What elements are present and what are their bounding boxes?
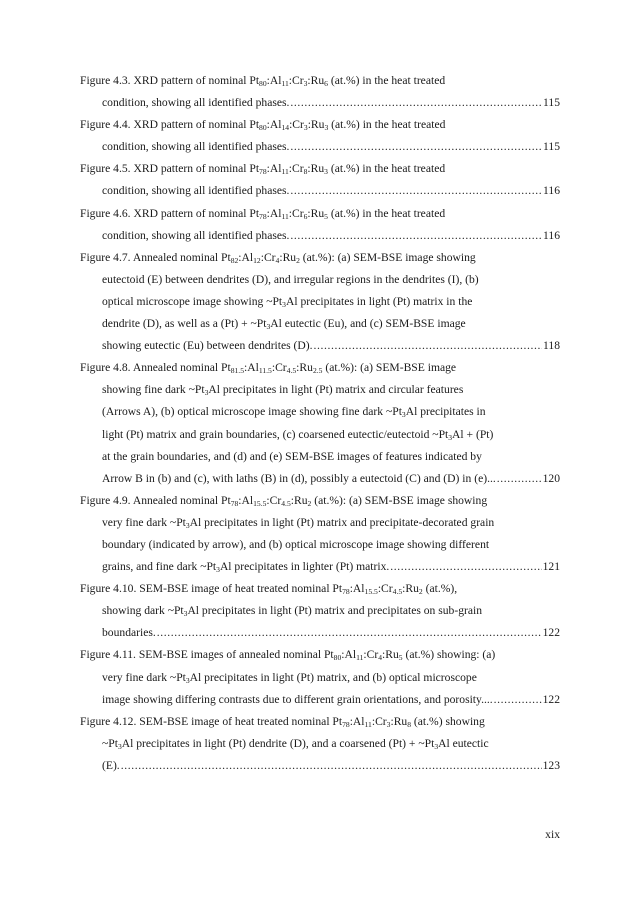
caption-segment: (at.%) showing: (a) xyxy=(402,648,496,662)
dot-leader xyxy=(497,468,542,490)
subscript: 6 xyxy=(303,211,308,221)
caption-segment: condition, showing all identified phases. xyxy=(102,140,290,154)
figure-caption-continuation xyxy=(80,622,560,644)
subscript: 12 xyxy=(253,255,261,265)
subscript: 3 xyxy=(117,741,122,751)
caption-segment: :Al xyxy=(238,250,254,264)
caption-segment: eutectoid (E) between dendrites (D), and irregular regions in the dendrites (I), (b) xyxy=(102,272,479,286)
caption-segment: condition, showing all identified phases. xyxy=(102,228,290,242)
caption-segment: (at.%) in the heat treated xyxy=(327,162,446,176)
subscript: 3 xyxy=(434,741,439,751)
caption-segment: at the grain boundaries, and (d) and (e) SEM-BSE images of features indicated by xyxy=(102,449,482,463)
caption-segment: :Cr xyxy=(289,118,304,132)
figure-entry xyxy=(80,70,560,114)
subscript: 78 xyxy=(342,587,350,597)
subscript: 3 xyxy=(216,565,220,575)
figure-caption-continuation xyxy=(80,92,560,114)
page-ref: 118 xyxy=(543,339,560,353)
caption-segment: :Cr xyxy=(377,582,393,596)
subscript: 4.5 xyxy=(392,587,403,597)
caption-segment: :Ru xyxy=(307,206,325,220)
figure-caption-continuation xyxy=(80,424,560,446)
page-ref: 116 xyxy=(543,228,560,242)
caption-segment: :Ru xyxy=(296,361,313,375)
caption-segment: dendrite (D), as well as a (Pt) + ~Pt xyxy=(102,317,267,331)
figure-entry xyxy=(80,644,560,710)
caption-segment: Al precipitates in light (Pt) matrix and circular features xyxy=(208,383,464,397)
caption-text xyxy=(102,335,313,357)
caption-segment: :Ru xyxy=(307,74,325,87)
figure-caption-continuation xyxy=(80,379,560,401)
caption-segment: image showing differing contrasts due to different grain orientations, and porosity.... xyxy=(102,692,493,706)
subscript: 11 xyxy=(281,79,289,88)
caption-segment: light (Pt) matrix and grain boundaries, (c) coarsened eutectic/eutectoid ~Pt xyxy=(102,427,449,441)
figure-entry xyxy=(80,114,560,158)
caption-segment: :Al xyxy=(238,493,254,507)
subscript: 8 xyxy=(407,719,412,729)
subscript: 3 xyxy=(282,299,286,309)
caption-segment: :Al xyxy=(349,582,365,596)
page-ref: 123 xyxy=(542,758,560,772)
subscript: 80 xyxy=(259,79,267,88)
caption-segment: (at.%): (a) SEM-BSE image xyxy=(322,361,457,375)
caption-segment: (at.%): (a) SEM-BSE image showing xyxy=(299,250,476,264)
page-ref: 115 xyxy=(543,140,560,154)
caption-text xyxy=(102,180,289,202)
subscript: 3 xyxy=(401,410,406,420)
caption-segment: (at.%) in the heat treated xyxy=(327,206,446,220)
caption-text xyxy=(102,295,472,308)
figure-caption-line xyxy=(80,357,560,379)
caption-segment: :Cr xyxy=(266,493,282,507)
figure-caption-continuation xyxy=(80,689,560,711)
dot-leader xyxy=(157,622,542,644)
caption-segment: :Cr xyxy=(260,250,276,264)
figure-entry xyxy=(80,711,560,777)
caption-segment: Al precipitates in light (Pt) matrix and precipitates on sub-grain xyxy=(187,604,483,618)
subscript: 78 xyxy=(259,211,267,221)
caption-segment: :Ru xyxy=(307,162,325,176)
caption-segment: :Al xyxy=(266,74,282,87)
figure-caption-continuation xyxy=(80,269,560,291)
caption-segment: (at.%) showing xyxy=(411,714,485,728)
caption-text xyxy=(80,648,495,661)
dot-leader xyxy=(314,335,542,357)
caption-segment: Al precipitates in xyxy=(405,405,486,419)
caption-text xyxy=(102,737,489,750)
subscript: 2 xyxy=(296,255,300,265)
caption-text xyxy=(80,118,445,131)
caption-segment: Al precipitates in light (Pt) matrix in the xyxy=(285,294,473,308)
caption-segment: :Ru xyxy=(390,714,408,728)
page-ref: 120 xyxy=(542,471,560,485)
caption-segment: optical microscope image showing ~Pt xyxy=(102,294,283,308)
caption-text xyxy=(102,622,156,644)
subscript: 4 xyxy=(378,653,382,663)
caption-segment: grains, and fine dark ~Pt xyxy=(102,560,217,574)
caption-segment: boundary (indicated by arrow), and (b) optical microscope image showing different xyxy=(102,537,490,551)
figure-caption-continuation xyxy=(80,401,560,423)
caption-segment: :Cr xyxy=(271,361,287,375)
caption-segment: Figure 4.10. SEM-BSE image of heat treated nominal Pt xyxy=(80,582,343,596)
subscript: 3 xyxy=(185,520,190,530)
caption-segment: :Cr xyxy=(288,162,304,176)
subscript: 3 xyxy=(303,79,308,88)
caption-segment: Al + (Pt) xyxy=(452,427,494,441)
subscript: 78 xyxy=(230,498,239,508)
caption-text xyxy=(102,383,463,396)
subscript: 78 xyxy=(342,719,350,729)
figure-caption-continuation xyxy=(80,600,560,622)
subscript: 3 xyxy=(324,167,328,177)
caption-text xyxy=(102,136,289,158)
figure-caption-line xyxy=(80,578,560,600)
figure-caption-continuation xyxy=(80,180,560,202)
subscript: 3 xyxy=(386,719,391,729)
subscript: 4.5 xyxy=(281,498,291,508)
subscript: 5 xyxy=(324,211,328,221)
caption-text xyxy=(102,556,389,578)
subscript: 3 xyxy=(183,609,188,619)
caption-text xyxy=(102,317,466,330)
caption-text xyxy=(80,361,456,374)
caption-segment: Figure 4.11. SEM-BSE images of annealed nominal Pt xyxy=(80,648,334,662)
figure-caption-continuation xyxy=(80,225,560,247)
figure-caption-line xyxy=(80,70,560,92)
caption-segment: Figure 4.6. XRD pattern of nominal Pt xyxy=(80,206,260,220)
caption-segment: :Ru xyxy=(279,250,297,264)
figure-entry xyxy=(80,158,560,202)
subscript: 3 xyxy=(185,675,190,685)
figure-caption-continuation xyxy=(80,556,560,578)
caption-text xyxy=(102,468,496,490)
dot-leader xyxy=(290,225,542,247)
caption-text xyxy=(102,92,289,114)
dot-leader xyxy=(390,556,541,578)
caption-text xyxy=(80,494,487,507)
caption-text xyxy=(102,450,482,463)
figure-entry xyxy=(80,578,560,644)
caption-segment: (Arrows A), (b) optical microscope image showing fine dark ~Pt xyxy=(102,405,402,419)
figure-entry xyxy=(80,490,560,578)
subscript: 11 xyxy=(281,167,289,177)
figure-caption-continuation xyxy=(80,512,560,534)
subscript: 3 xyxy=(266,322,271,332)
figure-caption-continuation xyxy=(80,468,560,490)
caption-segment: Figure 4.12. SEM-BSE image of heat treated nominal Pt xyxy=(80,714,343,728)
figure-caption-continuation xyxy=(80,534,560,556)
figure-caption-continuation xyxy=(80,291,560,313)
figure-caption-continuation xyxy=(80,335,560,357)
caption-segment: Figure 4.5. XRD pattern of nominal Pt xyxy=(80,162,260,176)
figure-entry xyxy=(80,357,560,490)
caption-segment: showing fine dark ~Pt xyxy=(102,383,205,397)
caption-text xyxy=(80,251,476,264)
caption-segment: Al precipitates in light (Pt) dendrite (D), and a coarsened (Pt) + ~Pt xyxy=(121,736,435,750)
caption-segment: :Al xyxy=(349,714,365,728)
caption-segment: showing eutectic (Eu) between dendrites (D). xyxy=(102,339,313,353)
dot-leader xyxy=(494,689,542,711)
caption-text xyxy=(102,225,289,247)
figure-caption-line xyxy=(80,247,560,269)
subscript: 3 xyxy=(448,432,453,442)
dot-leader xyxy=(290,136,542,158)
caption-segment: showing dark ~Pt xyxy=(102,604,184,618)
caption-segment: Arrow B in (b) and (c), with laths (B) in (d), possibly a eutectoid (C) and (D) in (e)... xyxy=(102,471,496,485)
caption-segment: Al eutectic xyxy=(438,736,489,750)
caption-segment: Al precipitates in light (Pt) matrix and precipitate-decorated grain xyxy=(189,515,495,529)
subscript: 2.5 xyxy=(312,366,323,376)
page-ref: 116 xyxy=(543,184,560,198)
caption-text xyxy=(102,273,479,286)
caption-text xyxy=(102,689,493,711)
page-ref: 122 xyxy=(542,692,560,706)
caption-segment: :Cr xyxy=(288,206,304,220)
caption-segment: :Ru xyxy=(307,118,325,132)
subscript: 4.5 xyxy=(286,366,297,376)
subscript: 15.5 xyxy=(253,498,267,508)
caption-segment: boundaries. xyxy=(102,626,156,640)
caption-segment: :Al xyxy=(341,648,357,662)
subscript: 3 xyxy=(303,123,308,133)
caption-segment: ~Pt xyxy=(102,736,118,750)
caption-segment: (at.%), xyxy=(422,582,458,596)
caption-segment: (E). xyxy=(102,758,120,772)
subscript: 3 xyxy=(324,123,329,133)
figure-caption-line xyxy=(80,203,560,225)
page-ref: 115 xyxy=(543,96,560,110)
caption-segment: Figure 4.9. Annealed nominal Pt xyxy=(80,493,231,507)
caption-text xyxy=(80,207,445,220)
caption-segment: Figure 4.4. XRD pattern of nominal Pt xyxy=(80,118,260,132)
caption-segment: (at.%): (a) SEM-BSE image showing xyxy=(311,493,488,507)
caption-segment: (at.%) in the heat treated xyxy=(328,118,446,132)
subscript: 8 xyxy=(303,167,308,177)
caption-text xyxy=(80,715,485,728)
dot-leader xyxy=(121,755,542,777)
figure-caption-continuation xyxy=(80,313,560,335)
caption-segment: Al precipitates in light (Pt) matrix, and (b) optical microscope xyxy=(189,670,477,684)
figure-caption-continuation xyxy=(80,733,560,755)
subscript: 14 xyxy=(281,123,290,133)
subscript: 11 xyxy=(281,211,289,221)
page-ref: 122 xyxy=(542,626,560,640)
caption-text xyxy=(102,604,482,617)
caption-segment: Al eutectic (Eu), and (c) SEM-BSE image xyxy=(270,317,466,331)
figure-caption-continuation xyxy=(80,136,560,158)
figure-entry xyxy=(80,203,560,247)
subscript: 6 xyxy=(324,79,328,88)
caption-segment: Figure 4.7. Annealed nominal Pt xyxy=(80,250,231,264)
caption-text xyxy=(102,671,477,684)
subscript: 4 xyxy=(275,255,280,265)
figure-caption-line xyxy=(80,644,560,666)
subscript: 80 xyxy=(333,653,342,663)
subscript: 82 xyxy=(230,255,239,265)
caption-segment: very fine dark ~Pt xyxy=(102,670,186,684)
figure-caption-continuation xyxy=(80,755,560,777)
dot-leader xyxy=(290,92,542,114)
figure-caption-line xyxy=(80,114,560,136)
subscript: 3 xyxy=(204,388,209,398)
page-ref: 121 xyxy=(542,560,560,574)
caption-segment: :Ru xyxy=(402,582,419,596)
subscript: 5 xyxy=(398,653,403,663)
caption-text xyxy=(80,582,457,595)
caption-text xyxy=(80,74,445,87)
figure-caption-continuation xyxy=(80,667,560,689)
subscript: 80 xyxy=(259,123,267,133)
caption-text xyxy=(80,162,445,175)
caption-segment: Figure 4.8. Annealed nominal Pt xyxy=(80,361,231,375)
caption-segment: :Al xyxy=(266,206,282,220)
subscript: 11 xyxy=(356,653,364,663)
caption-segment: :Al xyxy=(266,118,282,132)
subscript: 78 xyxy=(259,167,267,177)
caption-segment: very fine dark ~Pt xyxy=(102,515,186,529)
subscript: 15.5 xyxy=(364,587,378,597)
caption-segment: :Cr xyxy=(288,74,304,87)
figure-caption-line xyxy=(80,158,560,180)
page-number: xix xyxy=(545,828,560,841)
subscript: 11 xyxy=(364,719,372,729)
subscript: 81.5 xyxy=(230,366,244,376)
caption-text xyxy=(102,516,494,529)
subscript: 2 xyxy=(418,587,423,597)
figure-caption-line xyxy=(80,490,560,512)
caption-segment: :Cr xyxy=(363,648,379,662)
caption-segment: condition, showing all identified phases. xyxy=(102,96,290,110)
caption-segment: :Cr xyxy=(371,714,387,728)
caption-segment: condition, showing all identified phases. xyxy=(102,184,290,198)
figure-entry xyxy=(80,247,560,357)
subscript: 2 xyxy=(307,498,312,508)
caption-segment: (at.%) in the heat treated xyxy=(327,74,446,87)
caption-text xyxy=(102,428,493,441)
caption-segment: Al precipitates in lighter (Pt) matrix. xyxy=(219,560,390,574)
caption-text xyxy=(102,405,486,418)
caption-segment: :Ru xyxy=(382,648,399,662)
caption-segment: Figure 4.3. XRD pattern of nominal Pt xyxy=(80,74,260,87)
caption-segment: :Ru xyxy=(290,493,308,507)
figure-caption-continuation xyxy=(80,446,560,468)
dot-leader xyxy=(290,180,542,202)
caption-text xyxy=(102,755,120,777)
caption-segment: :Al xyxy=(244,361,259,375)
figure-caption-line xyxy=(80,711,560,733)
list-of-figures xyxy=(80,70,560,777)
subscript: 11.5 xyxy=(258,366,272,376)
caption-text xyxy=(102,538,489,551)
caption-segment: :Al xyxy=(266,162,282,176)
